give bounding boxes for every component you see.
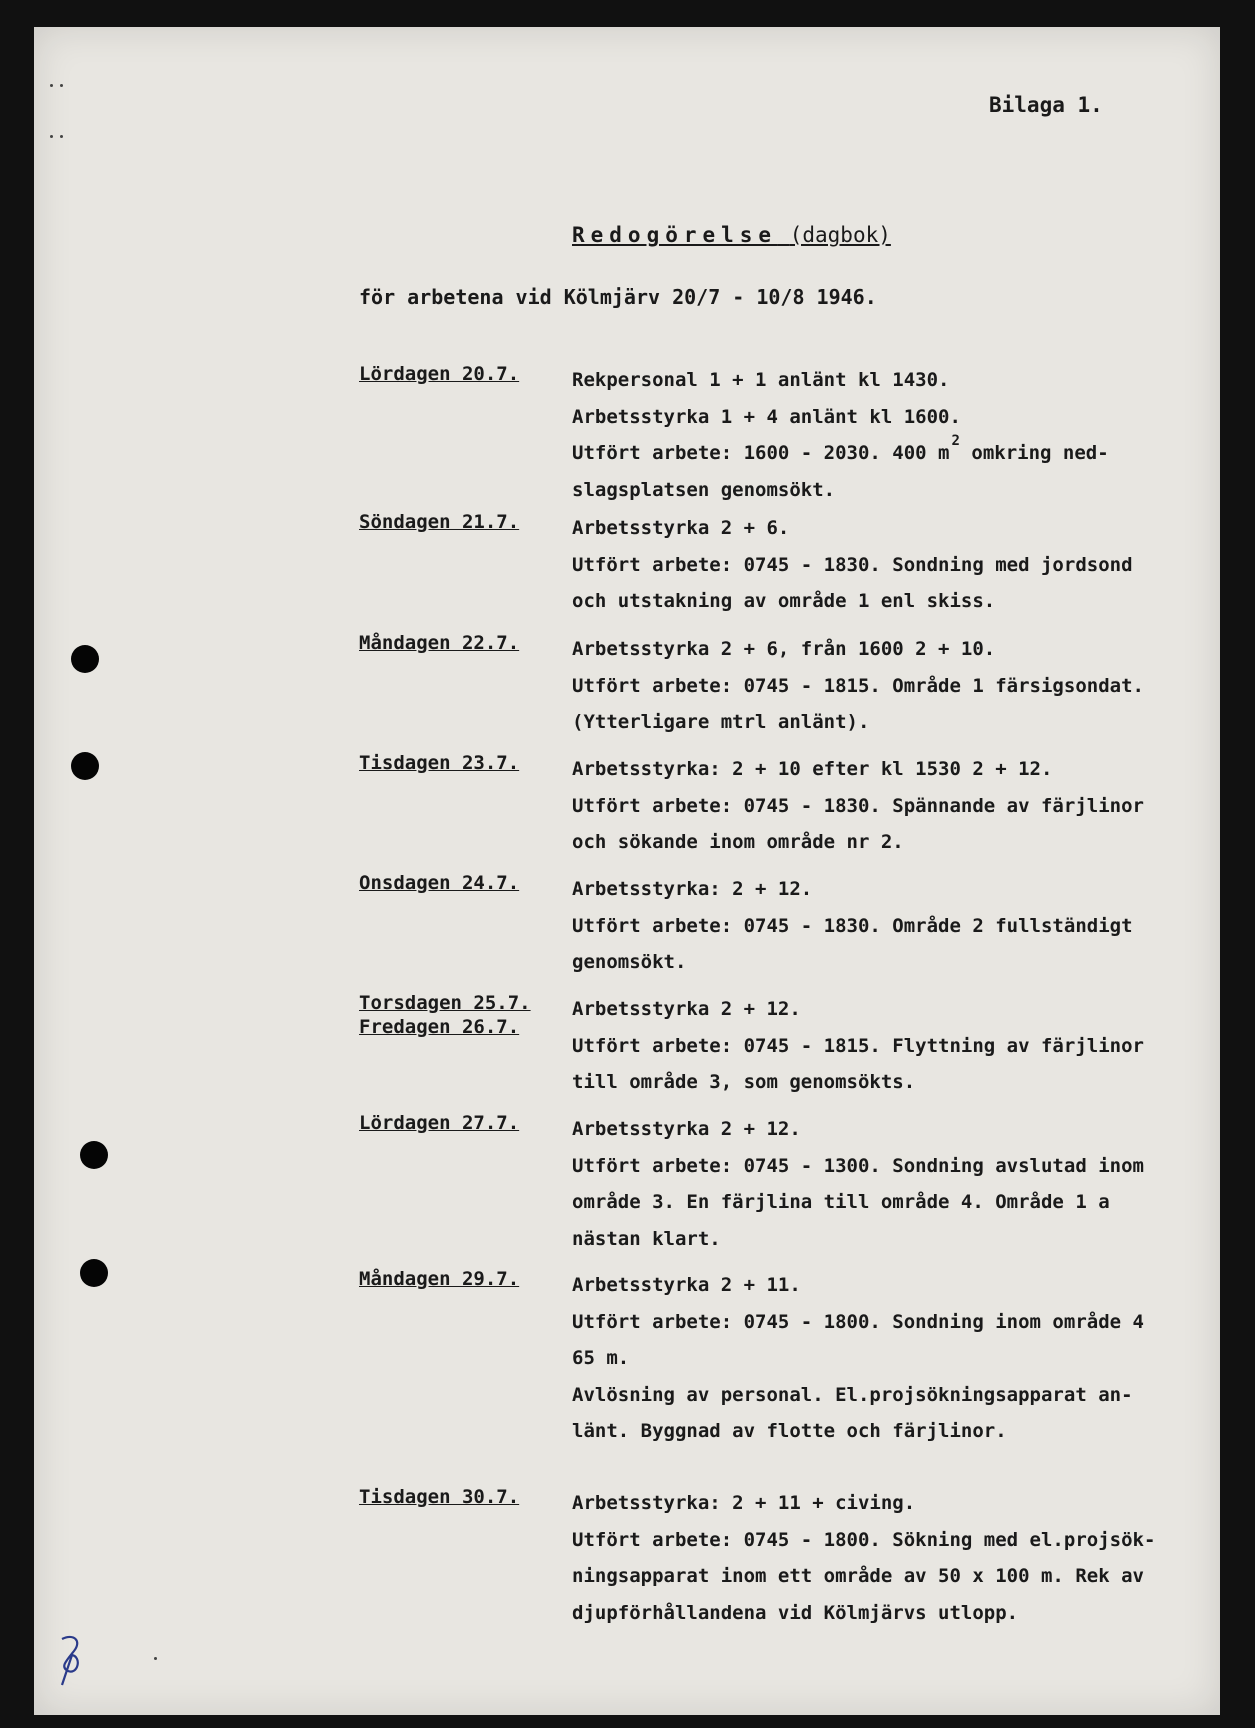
entry-line-head: Utfört arbete: 1600 - 2030. 400 m [572, 442, 950, 464]
entry-day [359, 1485, 589, 1509]
entry-text [572, 510, 1172, 620]
speck [60, 135, 63, 138]
punch-hole [80, 1259, 108, 1287]
entry-text [572, 991, 1172, 1101]
day-label: Lördagen 27.7. [359, 1112, 520, 1134]
day-label: Fredagen 26.7. [359, 1016, 520, 1038]
superscript: 2 [951, 433, 960, 449]
day-label: Lördagen 20.7. [359, 363, 520, 385]
entry-text [572, 362, 1172, 508]
entry-line: Utfört arbete: 0745 - 1830. Sondning med jordsond [572, 553, 1133, 576]
title-main: Redogörelse [572, 223, 778, 247]
punch-hole [80, 1141, 108, 1169]
punch-hole [71, 645, 99, 673]
entry-line: ningsapparat inom ett område av 50 x 100 m. Rek av [572, 1565, 1144, 1587]
entry-line: Avlösning av personal. El.projsökningsapparat an- [572, 1383, 1133, 1406]
entry-line-with-superscript [572, 435, 1172, 472]
entry-line: Utfört arbete: 0745 - 1830. Område 2 fullständigt [572, 914, 1133, 937]
entry-line: slagsplatsen genomsökt. [572, 478, 836, 501]
entry-line: Arbetsstyrka 1 + 4 anlänt kl 1600. [572, 405, 961, 428]
entry-line: område 3. En färjlina till område 4. Område 1 a [572, 1191, 1110, 1213]
document-page [34, 27, 1220, 1715]
signature-mark [52, 1627, 92, 1687]
entry-day [359, 1111, 589, 1135]
day-label: Torsdagen 25.7. [359, 992, 531, 1014]
entry-line: 65 m. [572, 1347, 630, 1369]
entry-line: genomsökt. [572, 951, 687, 973]
entry-line-tail: omkring ned- [959, 442, 1109, 464]
speck [50, 135, 53, 138]
entry-line: till område 3, som genomsökts. [572, 1071, 916, 1093]
entry-text [572, 1267, 1172, 1450]
entry-text [572, 631, 1172, 741]
entry-line: (Ytterligare mtrl anlänt). [572, 711, 870, 733]
day-label: Söndagen 21.7. [359, 511, 520, 533]
attachment-label: Bilaga 1. [989, 93, 1103, 117]
entry-line: djupförhållandena vid Kölmjärvs utlopp. [572, 1601, 1019, 1624]
entry-line: och sökande inom område nr 2. [572, 831, 904, 853]
entry-line: Utfört arbete: 0745 - 1815. Område 1 färsigsondat. [572, 674, 1144, 697]
document-title [572, 223, 891, 247]
entry-day [359, 1267, 589, 1291]
entry-line: Utfört arbete: 0745 - 1815. Flyttning av färjlinor [572, 1034, 1144, 1057]
entry-line: Arbetsstyrka 2 + 6. [572, 517, 790, 539]
entry-line: Arbetsstyrka 2 + 6, från 1600 2 + 10. [572, 638, 996, 660]
entry-text [572, 871, 1172, 981]
entry-line: Arbetsstyrka: 2 + 11 + civing. [572, 1492, 916, 1514]
entry-line: Rekpersonal 1 + 1 anlänt kl 1430. [572, 369, 950, 391]
title-suffix: (dagbok) [789, 223, 891, 247]
day-label: Onsdagen 24.7. [359, 872, 520, 894]
entry-text [572, 1111, 1172, 1257]
document-subtitle: för arbetena vid Kölmjärv 20/7 - 10/8 1946. [359, 285, 877, 309]
entry-day [359, 362, 589, 386]
entry-line: Arbetsstyrka: 2 + 10 efter kl 1530 2 + 12. [572, 758, 1053, 780]
entry-day [359, 871, 589, 895]
speck [50, 84, 53, 87]
entry-line: och utstakning av område 1 enl skiss. [572, 590, 996, 612]
entry-day [359, 510, 589, 534]
entry-line: Utfört arbete: 0745 - 1830. Spännande av färjlinor [572, 794, 1144, 817]
entry-text [572, 1485, 1172, 1631]
day-label: Tisdagen 23.7. [359, 752, 520, 774]
punch-hole [71, 752, 99, 780]
entry-line: nästan klart. [572, 1227, 721, 1250]
day-label: Måndagen 29.7. [359, 1268, 520, 1290]
entry-line: Utfört arbete: 0745 - 1800. Sökning med el.projsök- [572, 1528, 1156, 1551]
entry-day [359, 751, 589, 775]
entry-line: Arbetsstyrka 2 + 12. [572, 998, 801, 1020]
entry-line: Arbetsstyrka: 2 + 12. [572, 878, 813, 900]
entry-day [359, 631, 589, 655]
day-label: Tisdagen 30.7. [359, 1486, 520, 1508]
entry-line: Arbetsstyrka 2 + 11. [572, 1274, 801, 1296]
entry-line: länt. Byggnad av flotte och färjlinor. [572, 1420, 1007, 1442]
day-label: Måndagen 22.7. [359, 632, 520, 654]
speck [154, 1657, 157, 1660]
speck [60, 84, 63, 87]
entry-line: Utfört arbete: 0745 - 1300. Sondning avslutad inom [572, 1154, 1144, 1177]
entry-line: Arbetsstyrka 2 + 12. [572, 1118, 801, 1140]
entry-text [572, 751, 1172, 861]
entry-day [359, 991, 589, 1039]
entry-line: Utfört arbete: 0745 - 1800. Sondning inom område 4 [572, 1310, 1144, 1333]
